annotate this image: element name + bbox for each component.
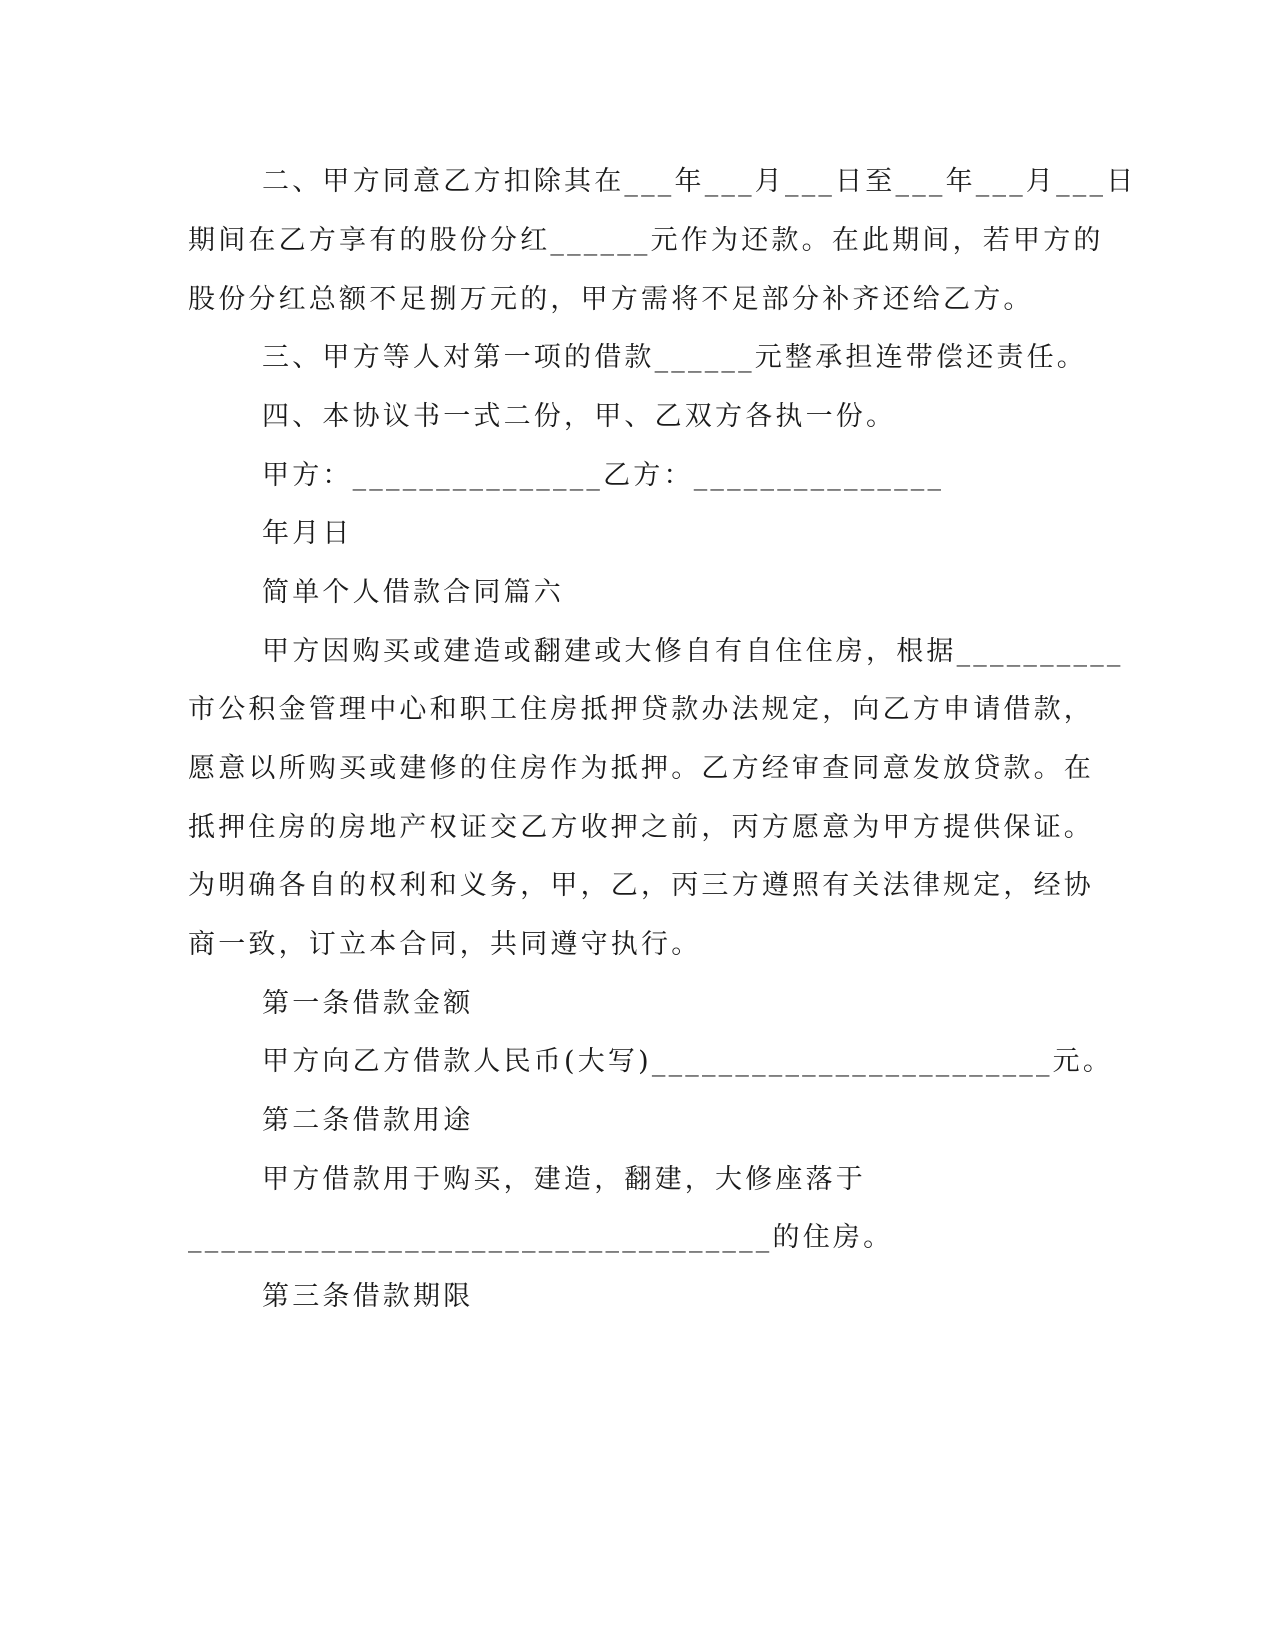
- article-one-body: 甲方向乙方借款人民币(大写)________________________元。: [262, 1046, 1114, 1077]
- signature-line: 甲方：_______________乙方：_______________: [262, 460, 945, 491]
- preamble-line-2: 市公积金管理中心和职工住房抵押贷款办法规定，向乙方申请借款，: [188, 694, 1094, 725]
- preamble-line-5: 为明确各自的权利和义务，甲，乙，丙三方遵照有关法律规定，经协: [188, 870, 1094, 901]
- preamble-line-3: 愿意以所购买或建修的住房作为抵押。乙方经审查同意发放贷款。在: [188, 753, 1094, 784]
- clause-four: 四、本协议书一式二份，甲、乙双方各执一份。: [262, 401, 897, 432]
- clause-two-line-1: 二、甲方同意乙方扣除其在___年___月___日至___年___月___日: [262, 166, 1137, 197]
- clause-three: 三、甲方等人对第一项的借款______元整承担连带偿还责任。: [262, 342, 1087, 373]
- article-two-heading: 第二条借款用途: [262, 1105, 474, 1136]
- preamble-line-4: 抵押住房的房地产权证交乙方收押之前，丙方愿意为甲方提供保证。: [188, 812, 1094, 843]
- date-line: 年月日: [262, 518, 353, 549]
- article-one-heading: 第一条借款金额: [262, 988, 474, 1019]
- clause-two-line-2: 期间在乙方享有的股份分红______元作为还款。在此期间，若甲方的: [188, 225, 1104, 256]
- article-two-body-line-1: 甲方借款用于购买，建造，翻建，大修座落于: [262, 1164, 866, 1195]
- preamble-line-1: 甲方因购买或建造或翻建或大修自有自住住房，根据__________: [262, 636, 1124, 667]
- preamble-line-6: 商一致，订立本合同，共同遵守执行。: [188, 929, 702, 960]
- article-three-heading: 第三条借款期限: [262, 1281, 474, 1312]
- section-heading: 简单个人借款合同篇六: [262, 577, 564, 608]
- article-two-body-line-2: ___________________________________的住房。: [188, 1222, 894, 1253]
- clause-two-line-3: 股份分红总额不足捌万元的，甲方需将不足部分补齐还给乙方。: [188, 284, 1034, 315]
